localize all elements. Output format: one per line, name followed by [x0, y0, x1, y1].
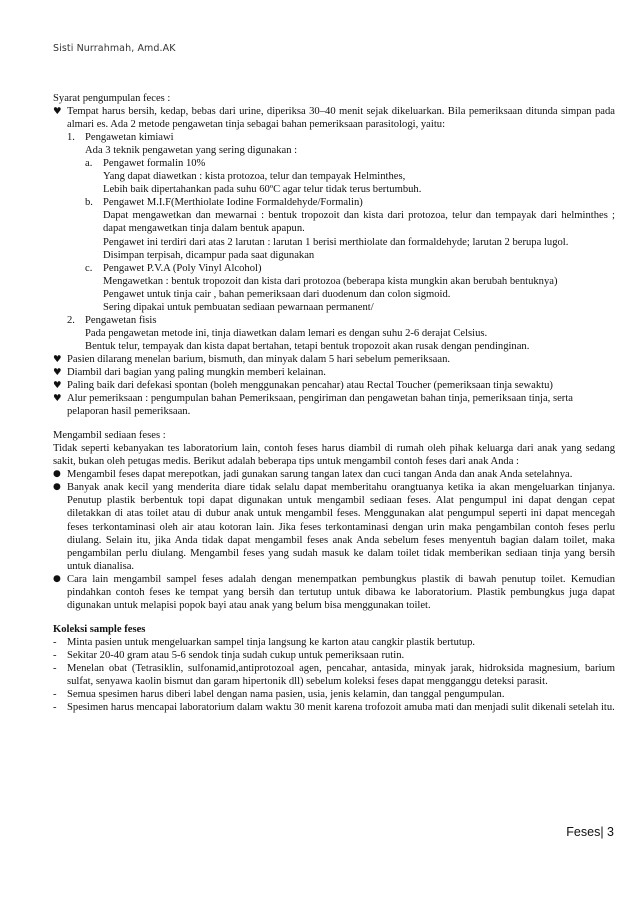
dot-bullet-icon: ● [53, 469, 61, 480]
list-number: 2. [67, 314, 75, 326]
page-header-author: Sisti Nurrahmah, Amd.AK [53, 43, 176, 54]
dash-item [53, 636, 615, 649]
dash-bullet: - [53, 636, 57, 648]
subitem-title: Pengawet M.I.F(Merthiolate Iodine Formaldehyde/Formalin) [103, 197, 363, 209]
dash-bullet: - [53, 702, 57, 714]
sub-letter: a. [85, 158, 93, 170]
subitem-formalin [53, 157, 615, 170]
dot-item-text: Cara lain mengambil sampel feses adalah dengan menempatkan pembungkus plastik di bawah penutup toilet. Kemudian pindahkan contoh feses ke tempat yang bersih dan tertutup untuk dibawa ke laboratorium. Plastik pembungkus juga dapat digunakan untuk melapisi popok bayi atau anak yang belum bisa menggunakan toilet. [67, 573, 615, 611]
heart-item-text: Alur pemeriksaan : pengumpulan bahan Pemeriksaan, pengiriman dan pengawetan bahan tinja, pemeriksaan tinja, serta pelaporan hasil pemeriksaan. [67, 393, 573, 418]
method-line: Bentuk telur, tempayak dan kista dapat bertahan, tetapi bentuk tropozoit akan rusak dengan pendinginan. [85, 340, 530, 352]
method-item-fisis [53, 314, 615, 327]
heart-item-text: Diambil dari bagian yang paling mungkin memberi kelainan. [67, 366, 326, 378]
heart-bullet-icon: ♥ [53, 393, 62, 405]
method-intro: Ada 3 teknik pengawetan yang sering digunakan : [85, 145, 298, 157]
heart-bullet-icon: ♥ [53, 106, 62, 118]
method-line: Pada pengawetan metode ini, tinja diawetkan dalam lemari es dengan suhu 2-6 derajat Celsius. [85, 327, 488, 339]
dash-item-text: Minta pasien untuk mengeluarkan sampel tinja langsung ke karton atau cangkir plastik bertutup. [67, 636, 476, 648]
dot-item [53, 468, 615, 481]
heart-item [53, 366, 615, 379]
heart-item-text: Pasien dilarang menelan barium, bismuth, dan minyak dalam 5 hari sebelum pemeriksaan. [67, 353, 451, 365]
section-intro: Tidak seperti kebanyakan tes laboratorium lain, contoh feses harus diambil di rumah oleh pihak keluarga dari anak yang sedang sakit, bukan oleh petugas medis. Berikut adalah beberapa tips untuk mengambil contoh feses dari anak Anda : [53, 443, 615, 468]
page-footer-label: Feses| 3 [566, 825, 614, 839]
dash-bullet: - [53, 689, 57, 701]
heart-bullet-icon: ♥ [53, 353, 62, 365]
subitem-line: Lebih baik dipertahankan pada suhu 60ºC agar telur tidak terus bertumbuh. [103, 184, 422, 196]
subitem-mif [53, 196, 615, 209]
dash-item [53, 701, 615, 714]
method-title: Pengawetan fisis [85, 314, 157, 326]
section-title-syarat: Syarat pengumpulan feces : [53, 93, 171, 104]
method-title: Pengawetan kimiawi [85, 132, 174, 144]
section-title-mengambil: Mengambil sediaan feses : [53, 430, 166, 442]
subitem-title: Pengawet P.V.A (Poly Vinyl Alcohol) [103, 262, 262, 274]
subitem-line: Dapat mengawetkan dan mewarnai : bentuk tropozoit dan kista dari protozoa, telur dan tempayak dari helminthes ; dapat mengawetkan tinja dalam bentuk apapun. [103, 210, 615, 235]
dash-bullet: - [53, 662, 57, 674]
dot-item-text: Mengambil feses dapat merepotkan, jadi gunakan sarung tangan latex dan cuci tangan Anda dan anak Anda setelahnya. [67, 469, 573, 481]
dash-item [53, 662, 615, 688]
dash-item-text: Sekitar 20-40 gram atau 5-6 sendok tinja sudah cukup untuk pemeriksaan rutin. [67, 649, 405, 661]
heart-item-text: Tempat harus bersih, kedap, bebas dari urine, diperiksa 30–40 menit sejak dikeluarkan. Bila pemeriksaan ditunda simpan pada almari es. Ada 2 metode pengawetan tinja sebagai bahan pemeriksaan parasitologi, yaitu: [67, 106, 615, 131]
dot-bullet-icon: ● [53, 482, 61, 493]
subitem-line: Mengawetkan : bentuk tropozoit dan kista dari protozoa (beberapa kista mungkin akan berubah bentuknya) [103, 275, 558, 287]
heart-bullet-icon: ♥ [53, 380, 62, 392]
dash-item-text: Menelan obat (Tetrasiklin, sulfonamid,antiprotozoal agen, pencahar, antasida, minyak jarak, hidroksida magnesium, barium sulfat, senyawa kaolin bismut dan garam hipertonik dll) sebelum koleksi feses dapat mengganggu deteksi parasit. [67, 662, 615, 688]
dot-item [53, 481, 615, 572]
subitem-pva [53, 262, 615, 275]
subitem-title: Pengawet formalin 10% [103, 158, 206, 170]
heart-item-text: Paling baik dari defekasi spontan (boleh menggunakan pencahar) atau Rectal Toucher (pemeriksaan tinja sewaktu) [67, 380, 553, 392]
section-title-koleksi: Koleksi sample feses [53, 623, 146, 635]
document-body [53, 92, 615, 714]
heart-bullet-icon: ♥ [53, 366, 62, 378]
heart-item [53, 392, 615, 418]
dash-item-text: Semua spesimen harus diberi label dengan nama pasien, usia, jenis kelamin, dan tanggal pengumpulan. [67, 689, 505, 701]
method-item-kimiawi [53, 131, 615, 144]
sub-letter: c. [85, 262, 93, 274]
dot-bullet-icon: ● [53, 573, 61, 584]
heart-item [53, 379, 615, 392]
dash-item-text: Spesimen harus mencapai laboratorium dalam waktu 30 menit karena trofozoit amuba mati dan menjadi sulit dikenali setelah itu. [67, 702, 615, 714]
dash-bullet: - [53, 649, 57, 661]
heart-item [53, 105, 615, 131]
sub-letter: b. [85, 197, 93, 209]
subitem-line: Yang dapat diawetkan : kista protozoa, telur dan tempayak Helminthes, [103, 171, 406, 183]
dash-item [53, 649, 615, 662]
subitem-line: Pengawet ini terdiri dari atas 2 larutan : larutan 1 berisi merthiolate dan formaldehyde; larutan 2 berupa lugol. [103, 236, 569, 248]
dot-item [53, 573, 615, 612]
subitem-line: Sering dipakai untuk pembuatan sediaan pewarnaan permanent/ [103, 301, 374, 313]
dash-item [53, 688, 615, 701]
subitem-line: Disimpan terpisah, dicampur pada saat digunakan [103, 249, 315, 261]
dot-item-text: Banyak anak kecil yang menderita diare tidak selalu dapat memberitahu orangtuanya ketika ia akan mengeluarkan tinjanya. Penutup plastik berbentuk topi dapat digunakan untuk mengambil sediaan feses. Alat pengumpul ini dapat dengan cepat diletakkan di atas toilet atau di dubur anak untuk mengambil feses. Menggunakan alat pengumpul seperti ini dapat mencegah feses terkontaminasi oleh air atau kotoran lain. Jika feses terkontaminasi dengan urin maka pengambilan contoh feses perlu diulang. Selain itu, jika Anda tidak dapat mengambil feses anak Anda sebelum feses menyentuh bagian dalam toilet, maka pengambilan perlu diulang. Mengambil feses yang sudah masuk ke dalam toilet tidak memberikan sediaan tinja yang bersih untuk dianalisa. [67, 482, 615, 572]
subitem-line: Pengawet untuk tinja cair , bahan pemeriksaan dari duodenum dan colon sigmoid. [103, 288, 451, 300]
heart-item [53, 353, 615, 366]
list-number: 1. [67, 132, 75, 144]
